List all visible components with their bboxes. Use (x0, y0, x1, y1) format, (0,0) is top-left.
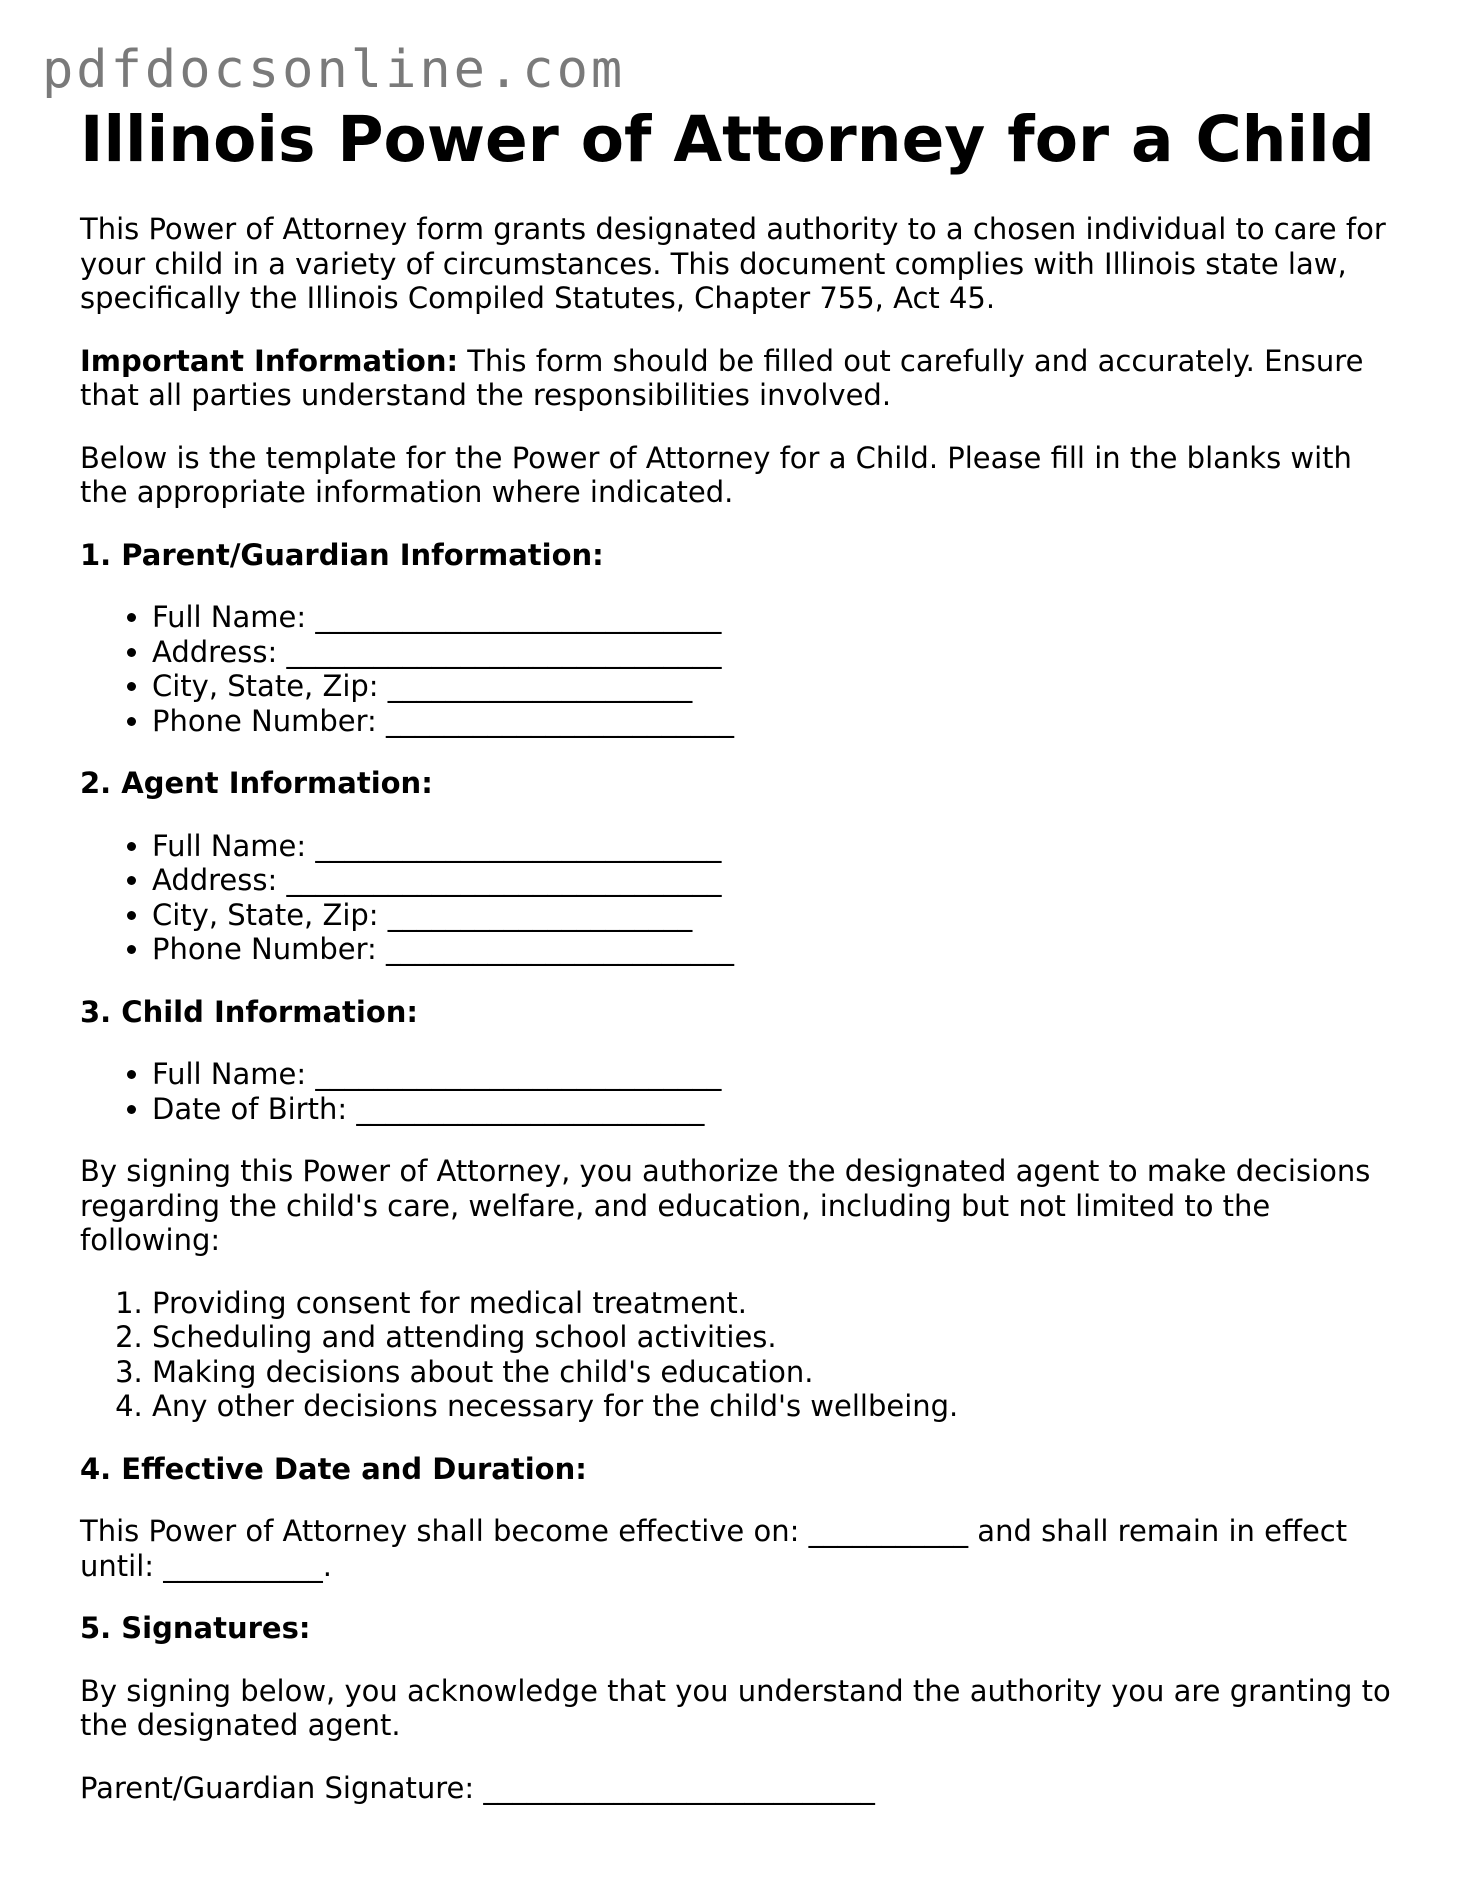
list-item: 2. Scheduling and attending school activities. (152, 1320, 1400, 1355)
agent-info-list (80, 829, 1400, 967)
template-note: Below is the template for the Power of Attorney for a Child. Please fill in the blanks with the appropriate information where indicated. (80, 440, 1352, 509)
child-info-list (80, 1057, 1400, 1126)
section-heading-agent: 2. Agent Information: (80, 766, 433, 800)
list-item: • Full Name: ____________________________ (152, 829, 1400, 864)
authority-list (80, 1286, 1400, 1424)
signature-line: Parent/Guardian Signature: ___________________________ (80, 1770, 875, 1805)
list-item: • Phone Number: ________________________ (152, 932, 1400, 967)
intro-paragraph: This Power of Attorney form grants designated authority to a chosen individual to care for your child in a variety of circumstances. This document complies with Illinois state law, specifically the Illinois Compiled Statutes, Chapter 755, Act 45. (80, 212, 1386, 315)
authority-paragraph: By signing this Power of Attorney, you authorize the designated agent to make decisions regarding the child's care, welfare, and education, including but not limited to the following: (80, 1154, 1371, 1257)
watermark: pdfdocsonline.com (42, 40, 626, 100)
list-item: • City, State, Zip: _____________________ (152, 898, 1400, 933)
important-text: This form should be filled out carefully and accurately. Ensure that all parties understand the responsibilities involved. (80, 343, 1364, 412)
list-item: • Phone Number: ________________________ (152, 704, 1400, 739)
effective-paragraph: This Power of Attorney shall become effective on: ___________ and shall remain in effect until: ___________. (80, 1514, 1348, 1583)
important-paragraph (80, 344, 1400, 413)
section-heading-parent: 1. Parent/Guardian Information: (80, 537, 604, 572)
document-page (80, 104, 1400, 1805)
list-item: • Address: ______________________________ (152, 635, 1400, 670)
list-item: • Address: ______________________________ (152, 863, 1400, 898)
list-item: • Full Name: ____________________________ (152, 600, 1400, 635)
section-heading-effective: 4. Effective Date and Duration: (80, 1451, 587, 1486)
list-item: • Full Name: ____________________________ (152, 1057, 1400, 1092)
important-label: Important Information: (80, 343, 459, 378)
list-item: 4. Any other decisions necessary for the child's wellbeing. (152, 1389, 1400, 1424)
document-title: Illinois Power of Attorney for a Child (80, 103, 1375, 176)
signatures-paragraph: By signing below, you acknowledge that you understand the authority you are granting to the designated agent. (80, 1673, 1391, 1742)
section-heading-child: 3. Child Information: (80, 994, 418, 1029)
list-item: • City, State, Zip: _____________________ (152, 669, 1400, 704)
list-item: • Date of Birth: ________________________ (152, 1092, 1400, 1127)
section-heading-signatures: 5. Signatures: (80, 1611, 311, 1645)
parent-info-list (80, 600, 1400, 738)
list-item: 3. Making decisions about the child's education. (152, 1355, 1400, 1390)
list-item: 1. Providing consent for medical treatment. (152, 1286, 1400, 1321)
